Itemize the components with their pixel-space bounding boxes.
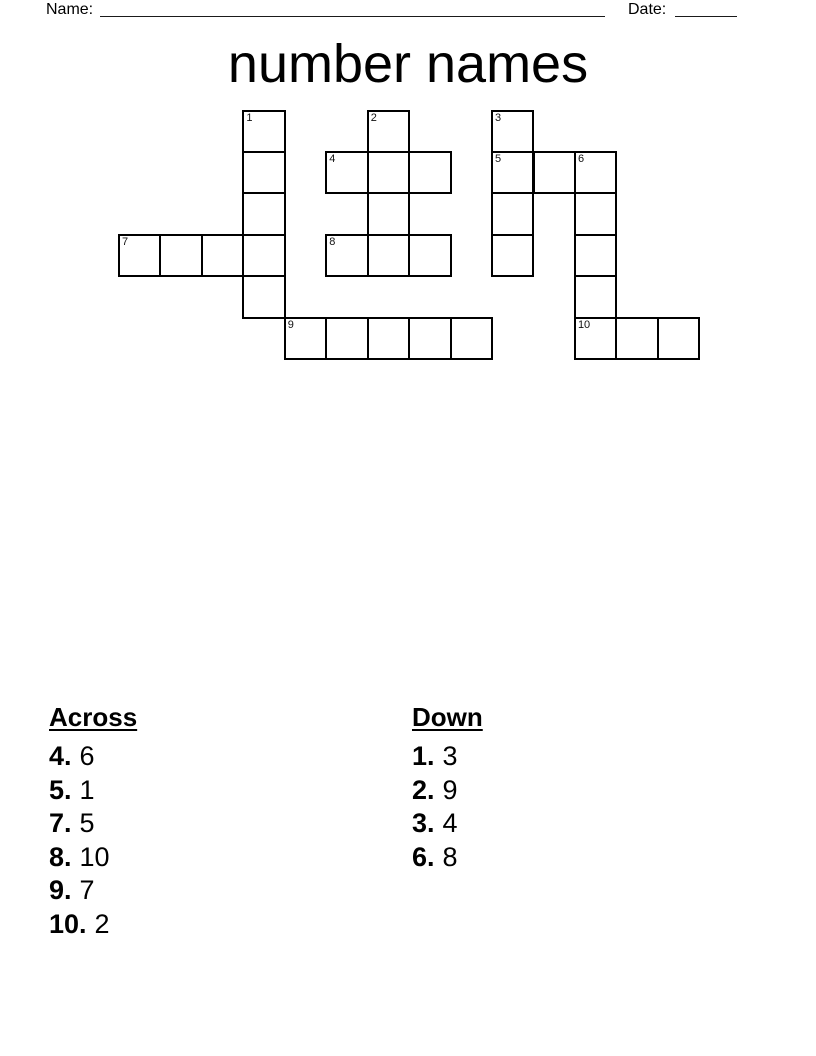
cell-number: 5 <box>495 152 502 165</box>
grid-cell-r5c8[interactable] <box>450 317 493 360</box>
grid-cell-r4c11[interactable] <box>574 275 617 318</box>
cell-number: 9 <box>287 318 294 331</box>
grid-cell-r1c5[interactable] <box>325 151 368 194</box>
across-clue-list <box>49 740 137 941</box>
clue-number: 10. <box>49 908 87 939</box>
across-clue-9 <box>49 874 137 908</box>
grid-cell-r4c3[interactable] <box>242 275 285 318</box>
grid-cell-r3c1[interactable] <box>159 234 202 277</box>
grid-cell-r3c2[interactable] <box>201 234 244 277</box>
across-clue-5 <box>49 774 137 808</box>
grid-cell-r5c5[interactable] <box>325 317 368 360</box>
grid-cell-r3c0[interactable] <box>118 234 161 277</box>
grid-cell-r3c5[interactable] <box>325 234 368 277</box>
across-clue-7 <box>49 807 137 841</box>
cell-number: 8 <box>329 235 336 248</box>
clue-text: 10 <box>79 841 110 872</box>
grid-cell-r1c10[interactable] <box>533 151 576 194</box>
grid-cell-r0c3[interactable] <box>242 110 285 153</box>
clue-text: 8 <box>442 841 458 872</box>
grid-cell-r2c11[interactable] <box>574 192 617 235</box>
grid-cell-r2c3[interactable] <box>242 192 285 235</box>
grid-cell-r5c12[interactable] <box>615 317 658 360</box>
cell-number: 4 <box>329 152 336 165</box>
grid-cell-r2c6[interactable] <box>367 192 410 235</box>
cell-number: 7 <box>122 235 129 248</box>
clue-text: 6 <box>79 741 95 771</box>
across-clue-10 <box>49 908 137 942</box>
clue-number: 3. <box>412 808 435 838</box>
down-clue-3 <box>412 807 483 841</box>
down-clue-1 <box>412 740 483 774</box>
puzzle-title: number names <box>227 34 589 94</box>
clue-number: 5. <box>49 774 72 805</box>
grid-cell-r5c6[interactable] <box>367 317 410 360</box>
down-clue-list <box>412 740 483 874</box>
cell-number: 1 <box>246 111 253 124</box>
grid-cell-r3c11[interactable] <box>574 234 617 277</box>
grid-cell-r0c9[interactable] <box>491 110 534 153</box>
grid-cell-r1c7[interactable] <box>408 151 451 194</box>
clue-number: 8. <box>49 841 72 872</box>
down-clue-2 <box>412 774 483 808</box>
cell-number: 10 <box>577 318 591 331</box>
grid-cell-r1c11[interactable] <box>574 151 617 194</box>
crossword-grid <box>0 0 816 400</box>
clue-text: 7 <box>79 875 95 905</box>
date-label: Date: <box>628 1 667 18</box>
grid-cell-r5c7[interactable] <box>408 317 451 360</box>
cell-number: 2 <box>370 111 377 124</box>
clue-text: 5 <box>79 808 95 838</box>
grid-cell-r3c6[interactable] <box>367 234 410 277</box>
clue-text: 4 <box>442 808 458 838</box>
cell-number: 3 <box>495 111 502 124</box>
grid-cell-r5c13[interactable] <box>657 317 700 360</box>
clue-number: 1. <box>412 741 435 771</box>
name-label: Name: <box>46 1 94 18</box>
across-clues-section <box>49 703 137 941</box>
clue-number: 2. <box>412 774 435 805</box>
clue-number: 7. <box>49 808 72 838</box>
grid-cell-r1c9[interactable] <box>491 151 534 194</box>
clue-number: 4. <box>49 741 72 771</box>
grid-cell-r1c6[interactable] <box>367 151 410 194</box>
grid-cell-r0c6[interactable] <box>367 110 410 153</box>
clue-text: 1 <box>79 774 95 805</box>
clue-text: 9 <box>442 774 458 805</box>
grid-cell-r2c9[interactable] <box>491 192 534 235</box>
grid-cell-r5c11[interactable] <box>574 317 617 360</box>
grid-cell-r3c7[interactable] <box>408 234 451 277</box>
grid-cell-r3c3[interactable] <box>242 234 285 277</box>
down-heading: Down <box>412 702 483 732</box>
grid-cell-r5c4[interactable] <box>284 317 327 360</box>
clue-number: 6. <box>412 841 435 872</box>
across-clue-8 <box>49 841 137 875</box>
across-clue-4 <box>49 740 137 774</box>
clue-number: 9. <box>49 875 72 905</box>
cell-number: 6 <box>577 152 585 165</box>
across-heading: Across <box>49 702 138 732</box>
clue-text: 2 <box>94 908 110 939</box>
grid-cell-r1c3[interactable] <box>242 151 285 194</box>
down-clue-6 <box>412 841 483 875</box>
clue-text: 3 <box>442 741 458 771</box>
down-clues-section <box>412 703 483 874</box>
grid-cell-r3c9[interactable] <box>491 234 534 277</box>
